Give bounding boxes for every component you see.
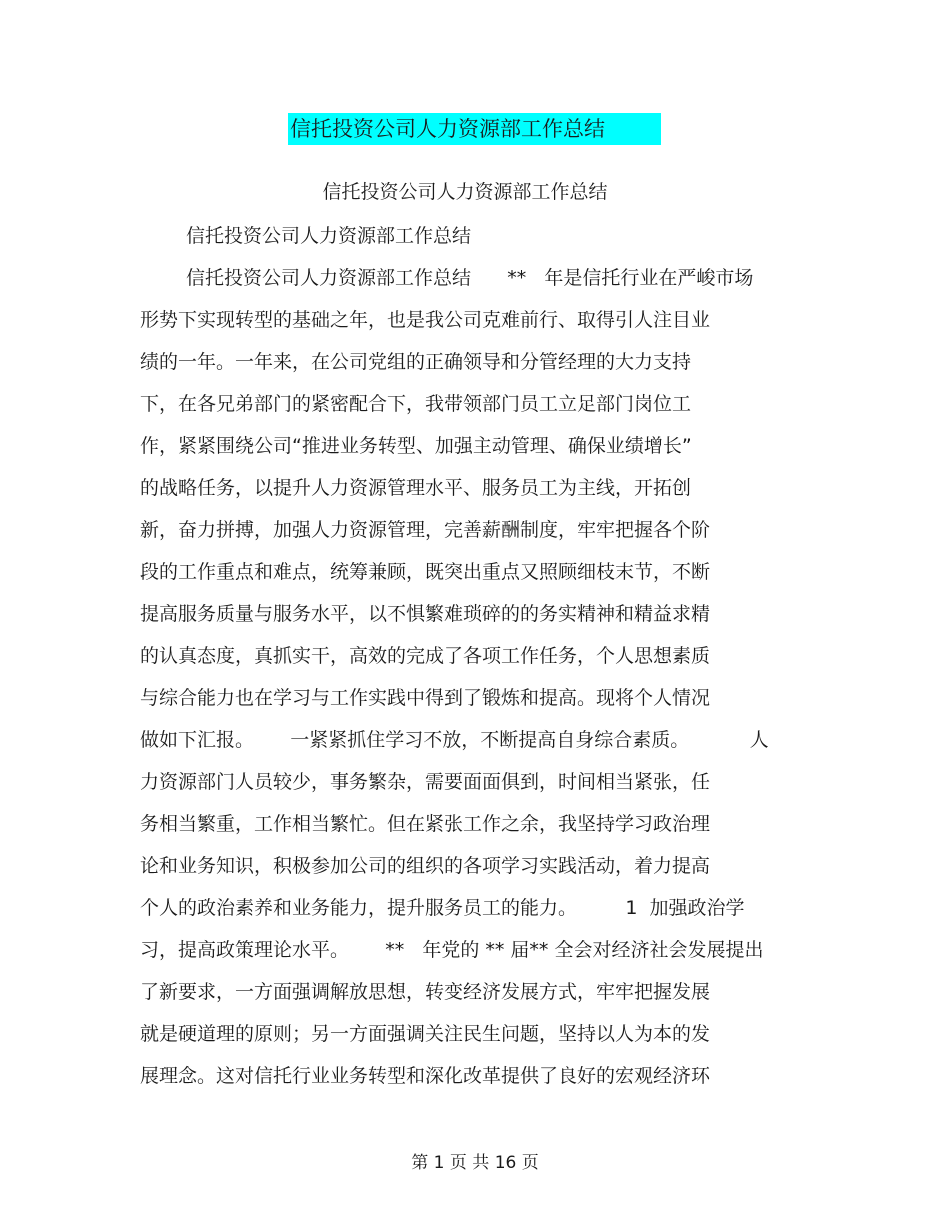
body-line: 段的工作重点和难点，统筹兼顾，既突出重点又照顾细枝末节，不断 [140, 561, 711, 583]
body-line: 绩的一年。一年来，在公司党组的正确领导和分管经理的大力支持 [140, 351, 692, 373]
body-line: 信托投资公司人力资源部工作总结 [186, 225, 472, 247]
body-line: 习，提高政策理论水平。 ** 年党的 ** 届** 全会对经济社会发展提出 [140, 939, 764, 961]
body-line: 论和业务知识，积极参加公司的组织的各项学习实践活动，着力提高 [140, 855, 711, 877]
body-line: 了新要求，一方面强调解放思想，转变经济发展方式，牢牢把握发展 [140, 981, 711, 1003]
body-line: 个人的政治素养和业务能力，提升服务员工的能力。 1 加强政治学 [140, 897, 745, 919]
page-number-footer: 第 1 页 共 16 页 [411, 1153, 539, 1173]
body-line: 新，奋力拼搏，加强人力资源管理，完善薪酬制度，牢牢把握各个阶 [140, 519, 711, 541]
body-line: 提高服务质量与服务水平，以不惧繁难琐碎的的务实精神和精益求精 [140, 603, 711, 625]
body-line: 下，在各兄弟部门的紧密配合下，我带领部门员工立足部门岗位工 [140, 393, 692, 415]
highlighted-document-title: 信托投资公司人力资源部工作总结 [288, 113, 661, 145]
body-line: 形势下实现转型的基础之年，也是我公司克难前行、取得引人注目业 [140, 309, 711, 331]
body-line: 做如下汇报。 一紧紧抓住学习不放，不断提高自身综合素质。 人 [140, 729, 769, 751]
body-line: 作，紧紧围绕公司“推进业务转型、加强主动管理、确保业绩增长” [140, 435, 692, 457]
body-line: 就是硬道理的原则；另一方面强调关注民生问题，坚持以人为本的发 [140, 1023, 711, 1045]
body-line: 务相当繁重，工作相当繁忙。但在紧张工作之余，我坚持学习政治理 [140, 813, 711, 835]
body-line: 力资源部门人员较少，事务繁杂，需要面面俱到，时间相当紧张，任 [140, 771, 711, 793]
document-subtitle: 信托投资公司人力资源部工作总结 [322, 181, 608, 203]
body-line: 展理念。这对信托行业业务转型和深化改革提供了良好的宏观经济环 [140, 1065, 711, 1087]
body-line: 的认真态度，真抓实干，高效的完成了各项工作任务，个人思想素质 [140, 645, 711, 667]
body-line: 与综合能力也在学习与工作实践中得到了锻炼和提高。现将个人情况 [140, 687, 711, 709]
body-line: 信托投资公司人力资源部工作总结 ** 年是信托行业在严峻市场 [186, 267, 754, 289]
body-line: 的战略任务，以提升人力资源管理水平、服务员工为主线，开拓创 [140, 477, 692, 499]
